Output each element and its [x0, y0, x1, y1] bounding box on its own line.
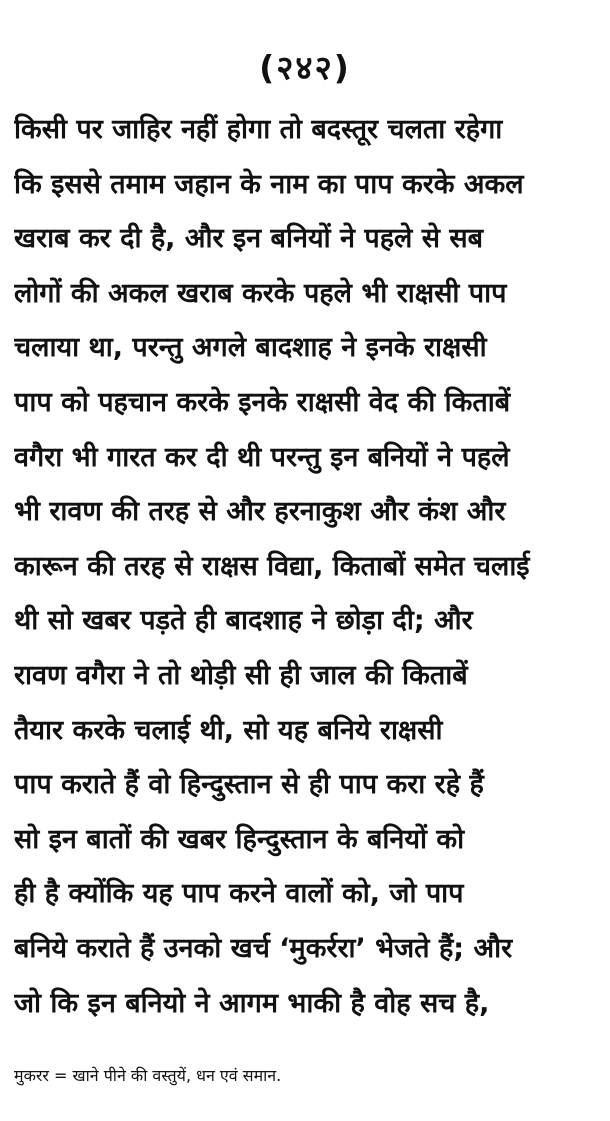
text-line-16: बनिये कराते हैं उनको खर्च ‘मुकर्ररा’ भेजते हैं; और: [14, 932, 513, 964]
page-number: (२४२): [259, 48, 351, 87]
text-line-13: पाप कराते हैं वो हिन्दुस्तान से ही पाप करा रहे हैं: [14, 769, 484, 801]
text-line-10: थी सो खबर पड़ते ही बादशाह ने छोड़ा दी; और: [14, 605, 473, 637]
text-line-15: ही है क्योंकि यह पाप करने वालों को, जो पाप: [14, 878, 464, 910]
text-line-8: भी रावण की तरह से और हरनाकुश और कंश और: [14, 496, 506, 528]
text-line-7: वगैरा भी गारत कर दी थी परन्तु इन बनियों ने पहले: [14, 441, 510, 473]
text-line-3: खराब कर दी है, और इन बनियों ने पहले से सब: [14, 223, 484, 255]
text-line-12: तैयार करके चलाई थी, सो यह बनिये राक्षसी: [14, 714, 443, 746]
text-line-9: कारून की तरह से राक्षस विद्या, किताबों समेत चलाई: [14, 550, 530, 582]
text-line-6: पाप को पहचान करके इनके राक्षसी वेद की किताबें: [14, 386, 511, 418]
footnote: मुकरर = खाने पीने की वस्तुयें, धन एवं समान.: [14, 1066, 282, 1085]
text-line-11: रावण वगैरा ने तो थोड़ी सी ही जाल की किताबें: [14, 659, 468, 691]
text-line-1: किसी पर जाहिर नहीं होगा तो बदस्तूर चलता रहेगा: [14, 114, 503, 145]
text-line-5: चलाया था, परन्तु अगले बादशाह ने इनके राक्षसी: [14, 332, 487, 364]
text-line-4: लोगों की अकल खराब करके पहले भी राक्षसी पाप: [14, 277, 507, 309]
body-text: [14, 103, 602, 1031]
text-line-14: सो इन बातों की खबर हिन्दुस्तान के बनियों को: [14, 823, 465, 855]
text-line-17: जो कि इन बनियो ने आगम भाकी है वोह सच है,: [14, 987, 490, 1019]
text-line-2: कि इससे तमाम जहान के नाम का पाप करके अकल: [14, 168, 524, 200]
